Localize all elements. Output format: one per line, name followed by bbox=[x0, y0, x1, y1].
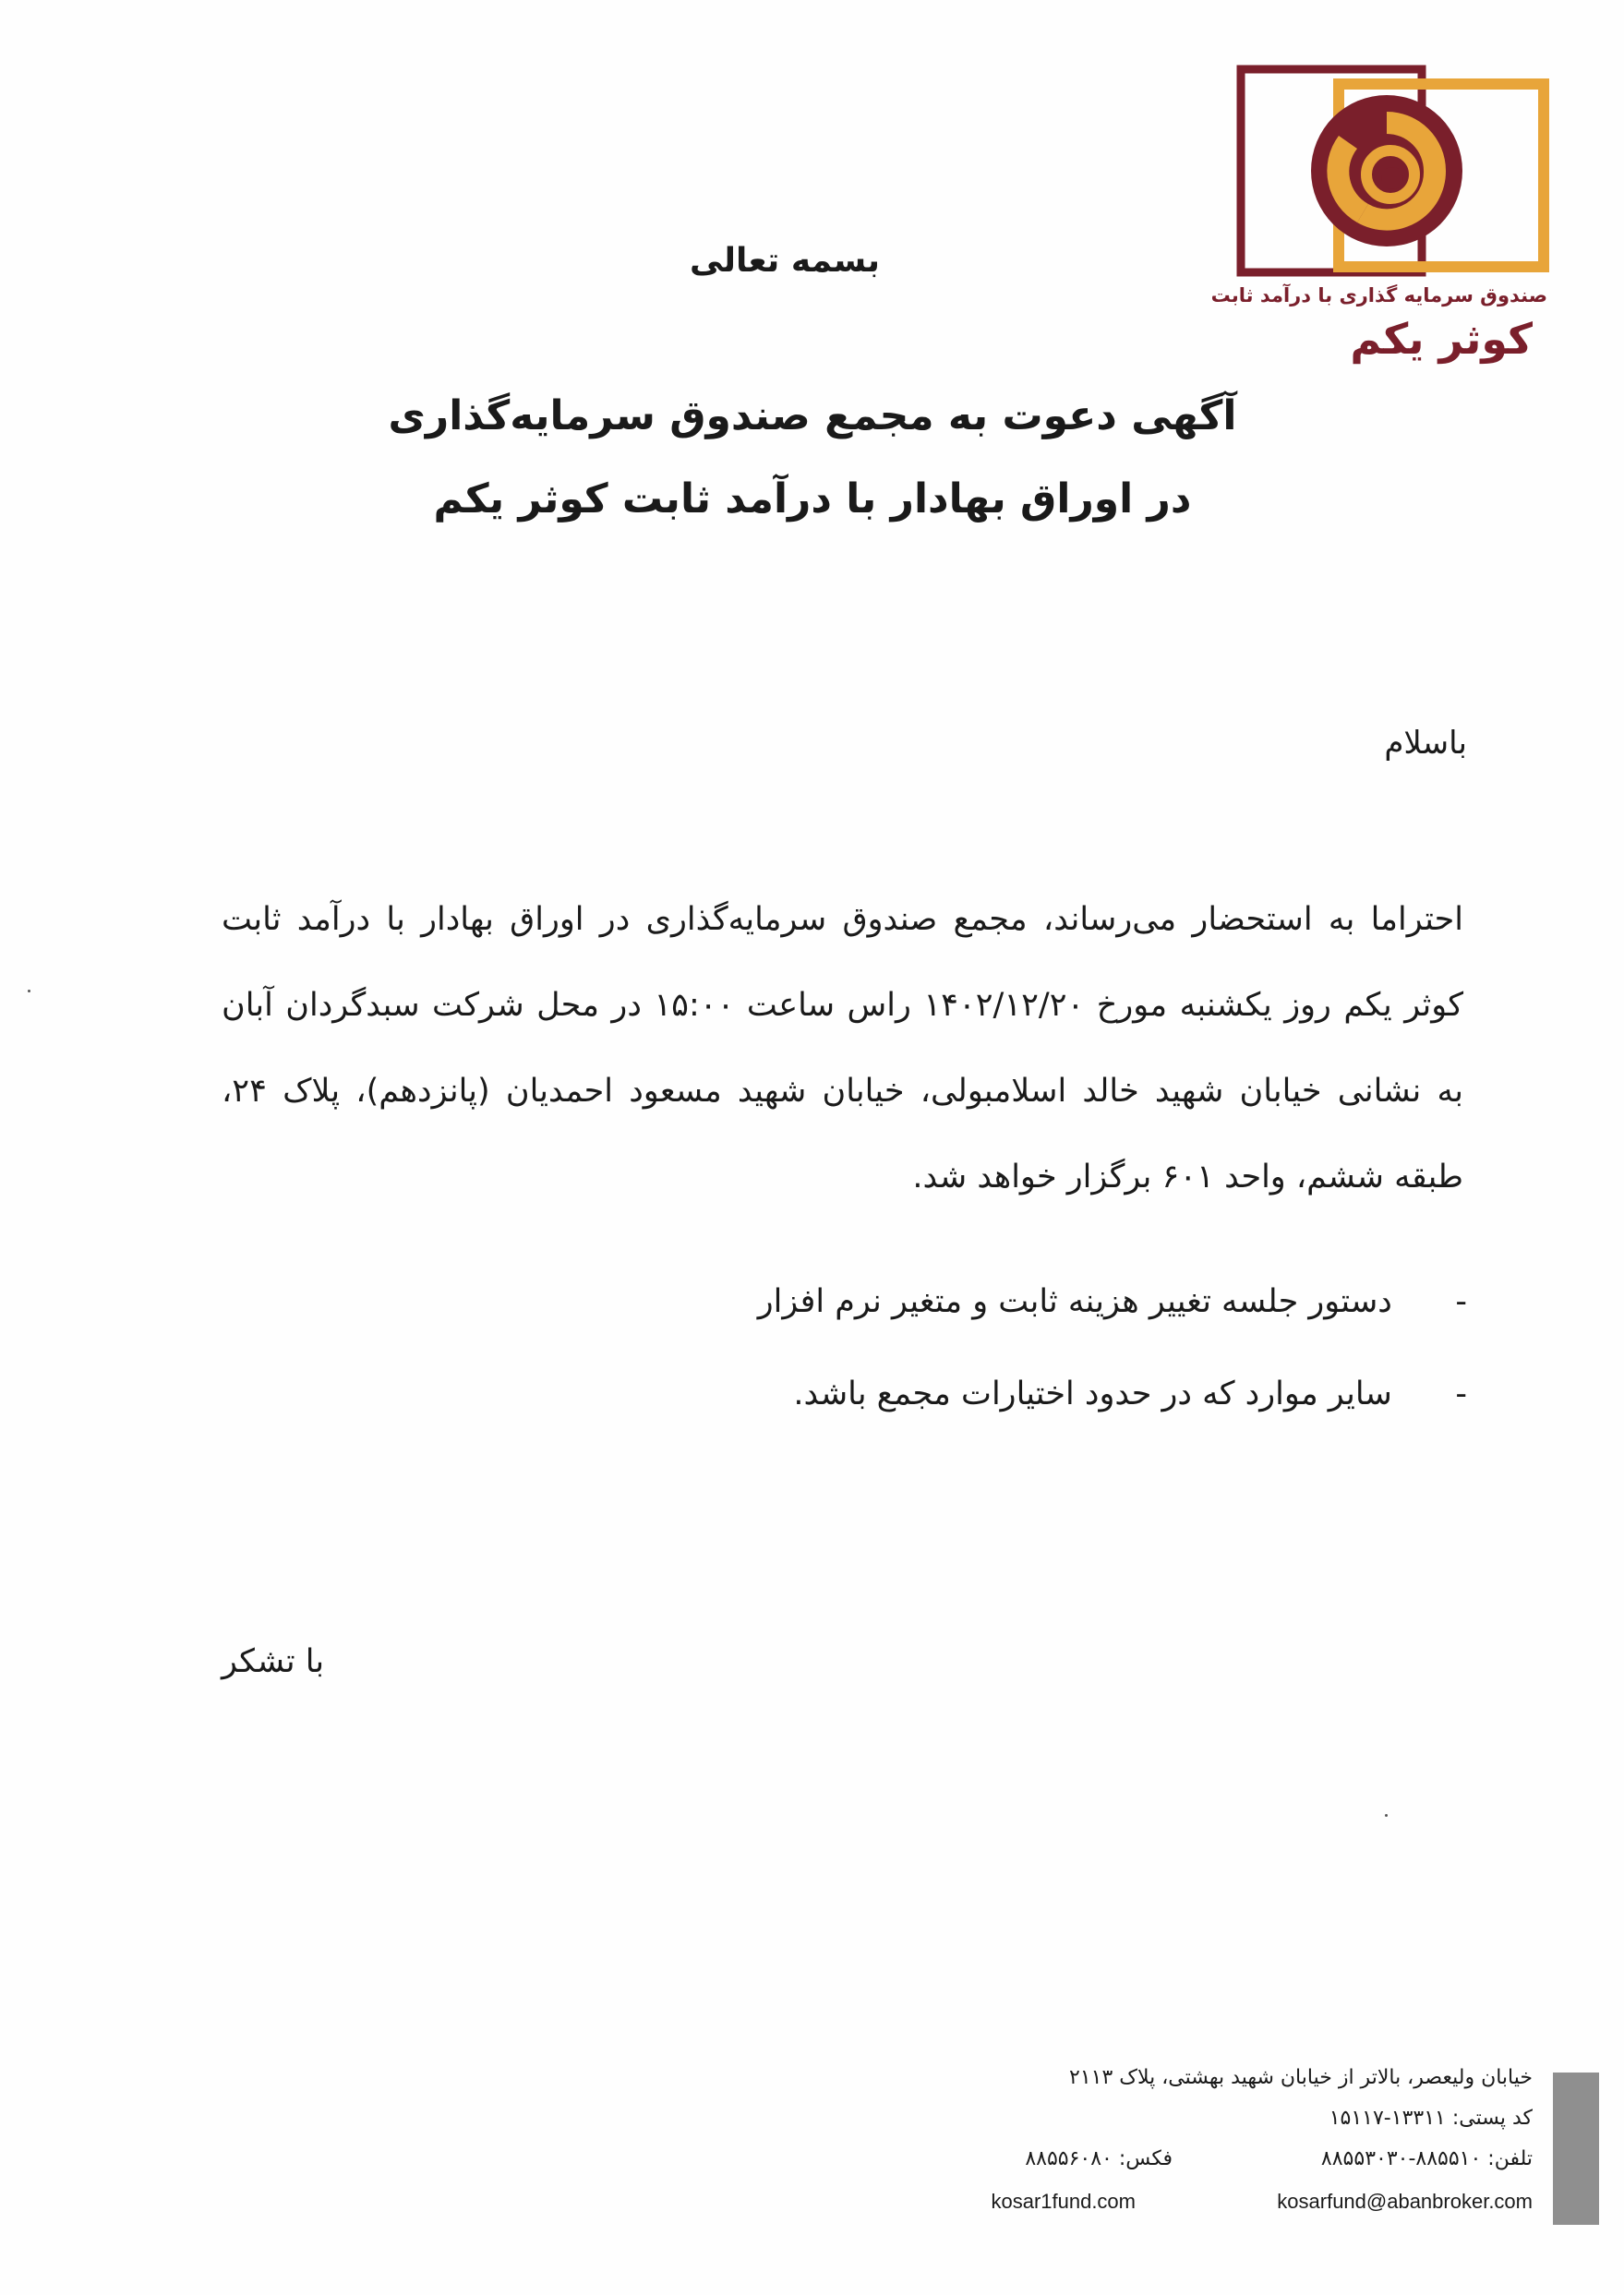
logo-subtitle: صندوق سرمایه گذاری با درآمد ثابت bbox=[1210, 284, 1547, 306]
footer-website-link[interactable]: kosar1fund.com bbox=[991, 2190, 1136, 2213]
agenda-bullet: - bbox=[1455, 1376, 1467, 1412]
body-paragraph: احتراما به استحضار می‌رساند، مجمع صندوق سرمایه‌گذاری در اوراق بهادار با درآمد ثابت کوثر یکم روز یکشنبه مورخ ۱۴۰۲/۱۲/۲۰ راس ساعت ۱۵:۰۰ در محل شرکت سبدگردان آبان به نشانی خیابان شهید خالد اسلامبولی، خیابان شهید مسعود احمدیان (پانزدهم)، پلاک ۲۴، طبقه ششم، واحد ۶۰۱ برگزار خواهد شد. bbox=[222, 901, 1463, 1196]
greeting: باسلام bbox=[1384, 725, 1467, 762]
agenda-item bbox=[451, 1376, 1467, 1412]
agenda-text: سایر موارد که در حدود اختیارات مجمع باشد. bbox=[793, 1376, 1392, 1412]
logo-emblem-icon bbox=[1228, 60, 1560, 282]
closing: با تشکر bbox=[222, 1643, 325, 1680]
agenda-text: دستور جلسه تغییر هزینه ثابت و متغیر نرم افزار bbox=[757, 1283, 1392, 1320]
footer-address: خیابان ولیعصر، بالاتر از خیابان شهید بهشتی، پلاک ۲۱۱۳ bbox=[1069, 2066, 1533, 2089]
footer-email-link[interactable]: kosarfund@abanbroker.com bbox=[1277, 2190, 1533, 2213]
fund-logo bbox=[1210, 60, 1560, 374]
scan-speck bbox=[28, 990, 30, 992]
logo-name: کوثر یکم bbox=[1350, 314, 1533, 364]
title-line-1: آگهی دعوت به مجمع صندوق سرمایه‌گذاری bbox=[388, 392, 1237, 439]
agenda-bullet: - bbox=[1455, 1283, 1467, 1320]
footer-gray-bar bbox=[1553, 2073, 1599, 2225]
footer-postal-code: کد پستی: ۱۳۳۱۱-۱۵۱۱۷ bbox=[1329, 2107, 1533, 2130]
scan-speck bbox=[1385, 1814, 1388, 1817]
footer-fax: فکس: ۸۸۵۵۶۰۸۰ bbox=[1025, 2147, 1173, 2170]
agenda-item bbox=[451, 1283, 1467, 1320]
title-line-2: در اوراق بهادار با درآمد ثابت کوثر یکم bbox=[433, 475, 1192, 523]
footer-phone: تلفن: ۸۸۵۵۱۰-۸۸۵۵۳۰۳۰ bbox=[1320, 2147, 1533, 2170]
basmala: بسمه تعالی bbox=[690, 242, 880, 280]
